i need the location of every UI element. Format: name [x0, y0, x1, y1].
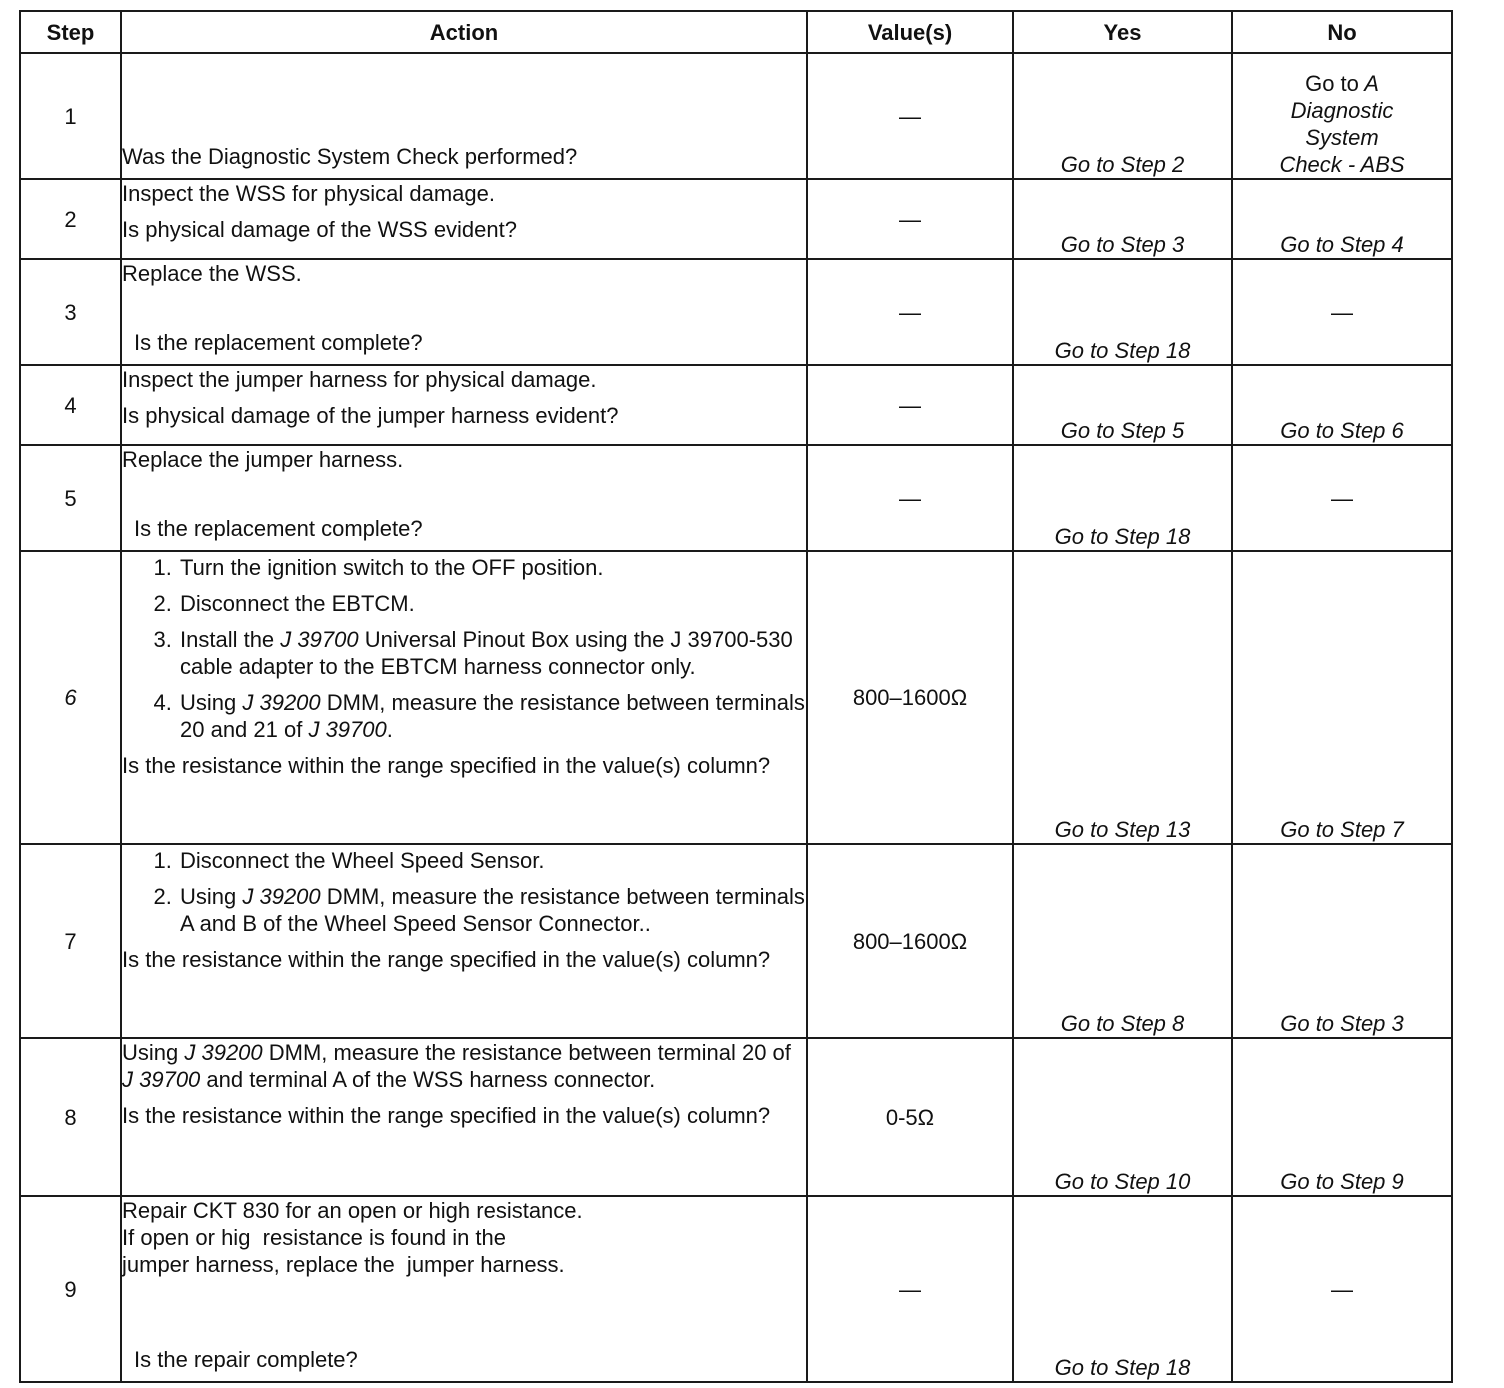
no-link-line-2: Diagnostic	[1290, 98, 1394, 123]
table-row-step-1	[20, 53, 1452, 179]
table-row-step-7	[20, 844, 1452, 1038]
yes-cell: Go to Step 18	[1013, 445, 1232, 551]
yes-cell: Go to Step 8	[1013, 844, 1232, 1038]
procedure-item: 4. Using J 39200 DMM, measure the resistance between terminals 20 and 21 of J 39700.	[178, 689, 806, 743]
value-cell: 0-5Ω	[807, 1038, 1013, 1196]
value-cell: —	[807, 179, 1013, 259]
yes-cell: Go to Step 5	[1013, 365, 1232, 445]
action-cell	[121, 365, 807, 445]
action-cell	[121, 1196, 807, 1382]
no-cell: Go to Step 6	[1232, 365, 1452, 445]
yes-cell: Go to Step 10	[1013, 1038, 1232, 1196]
procedure-item: 1. Disconnect the Wheel Speed Sensor.	[178, 847, 806, 874]
value-cell: —	[807, 53, 1013, 179]
tool-reference: J 39700	[308, 717, 387, 742]
action-line: Repair CKT 830 for an open or high resistance.	[122, 1198, 583, 1223]
action-line: jumper harness, replace the jumper harness.	[122, 1252, 565, 1277]
action-question: Was the Diagnostic System Check performed?	[122, 144, 578, 169]
tool-reference: J 39200	[242, 690, 321, 715]
action-cell	[121, 551, 807, 844]
action-cell	[121, 844, 807, 1038]
no-link-line-3: System	[1305, 125, 1379, 150]
no-cell: Go to Step 4	[1232, 179, 1452, 259]
action-question: Is the resistance within the range specified in the value(s) column?	[122, 947, 771, 972]
header-row	[20, 11, 1452, 53]
header-no: No	[1232, 11, 1452, 53]
action-question: Is the replacement complete?	[134, 330, 423, 355]
yes-cell: Go to Step 13	[1013, 551, 1232, 844]
action-cell	[121, 259, 807, 365]
action-instruction: Inspect the WSS for physical damage.	[122, 181, 495, 206]
action-question: Is the resistance within the range specified in the value(s) column?	[122, 1103, 771, 1128]
no-link-line-4: Check - ABS	[1279, 152, 1405, 177]
yes-cell: Go to Step 2	[1013, 53, 1232, 179]
table-row-step-2	[20, 179, 1452, 259]
tool-reference: J 39700	[280, 627, 359, 652]
procedure-item: 1. Turn the ignition switch to the OFF position.	[178, 554, 806, 581]
no-cell: Go to Step 7	[1232, 551, 1452, 844]
no-cell: Go to Step 9	[1232, 1038, 1452, 1196]
action-question: Is physical damage of the WSS evident?	[122, 217, 517, 242]
no-cell: —	[1232, 259, 1452, 365]
value-cell: —	[807, 365, 1013, 445]
tool-reference: J 39200	[242, 884, 321, 909]
no-cell	[1232, 53, 1452, 179]
step-number: 2	[20, 179, 121, 259]
step-number: 4	[20, 365, 121, 445]
no-prefix: Go to	[1305, 71, 1359, 96]
action-question: Is the replacement complete?	[134, 516, 423, 541]
yes-cell: Go to Step 3	[1013, 179, 1232, 259]
no-cell: Go to Step 3	[1232, 844, 1452, 1038]
header-yes: Yes	[1013, 11, 1232, 53]
yes-cell: Go to Step 18	[1013, 259, 1232, 365]
action-cell	[121, 1038, 807, 1196]
header-action: Action	[121, 11, 807, 53]
action-instruction: Replace the jumper harness.	[122, 447, 404, 472]
step-number: 8	[20, 1038, 121, 1196]
table-row-step-3	[20, 259, 1452, 365]
action-instruction: Replace the WSS.	[122, 261, 302, 286]
action-instruction: Inspect the jumper harness for physical damage.	[122, 367, 597, 392]
table-row-step-8	[20, 1038, 1452, 1196]
action-question: Is the resistance within the range specified in the value(s) column?	[122, 753, 771, 778]
action-cell	[121, 53, 807, 179]
step-number: 1	[20, 53, 121, 179]
value-cell: 800–1600Ω	[807, 844, 1013, 1038]
diagnostic-table	[19, 10, 1453, 1383]
value-cell: —	[807, 1196, 1013, 1382]
step-number: 3	[20, 259, 121, 365]
action-line: If open or hig resistance is found in the	[122, 1225, 507, 1250]
procedure-item: 2. Disconnect the EBTCM.	[178, 590, 806, 617]
procedure-item: 3. Install the J 39700 Universal Pinout Box using the J 39700-530 cable adapter to the EBTCM harness connector only.	[178, 626, 806, 680]
table-row-step-4	[20, 365, 1452, 445]
step-number: 5	[20, 445, 121, 551]
procedure-list	[122, 847, 806, 937]
yes-cell: Go to Step 18	[1013, 1196, 1232, 1382]
tool-reference: J 39200	[184, 1040, 263, 1065]
value-cell: 800–1600Ω	[807, 551, 1013, 844]
step-number: 6	[20, 551, 121, 844]
step-number: 9	[20, 1196, 121, 1382]
value-cell: —	[807, 445, 1013, 551]
no-cell: —	[1232, 1196, 1452, 1382]
tool-reference: J 39700	[122, 1067, 201, 1092]
action-question: Is physical damage of the jumper harness evident?	[122, 403, 619, 428]
action-cell	[121, 445, 807, 551]
action-instruction: Using J 39200 DMM, measure the resistance between terminal 20 of J 39700 and terminal A of the WSS harness connector.	[122, 1040, 791, 1092]
header-values: Value(s)	[807, 11, 1013, 53]
no-link-line-1: A	[1364, 71, 1379, 96]
procedure-item: 2. Using J 39200 DMM, measure the resistance between terminals A and B of the Wheel Speed Sensor Connector..	[178, 883, 806, 937]
action-question: Is the repair complete?	[134, 1347, 358, 1372]
table-row-step-6	[20, 551, 1452, 844]
step-number: 7	[20, 844, 121, 1038]
action-cell	[121, 179, 807, 259]
procedure-list	[122, 554, 806, 743]
no-cell: —	[1232, 445, 1452, 551]
table-row-step-9	[20, 1196, 1452, 1382]
header-step: Step	[20, 11, 121, 53]
table-row-step-5	[20, 445, 1452, 551]
value-cell: —	[807, 259, 1013, 365]
